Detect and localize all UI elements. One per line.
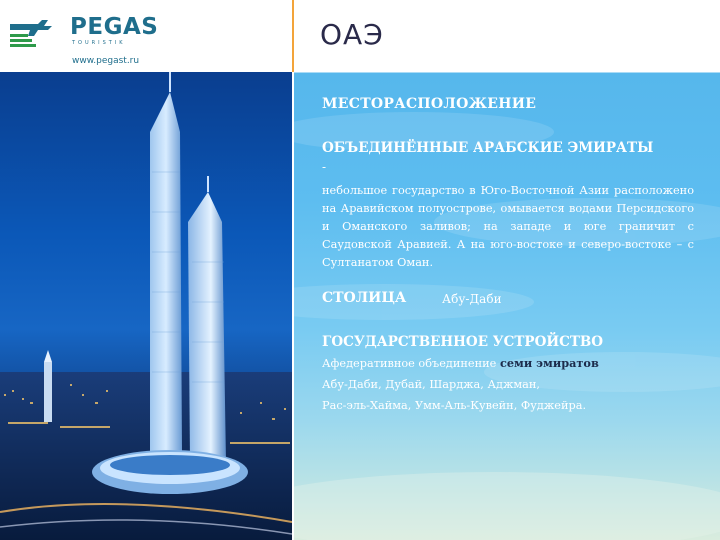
logo-tagline: TOURISTIK <box>72 40 126 46</box>
pegasus-logo-icon <box>8 16 64 50</box>
government-heading: ГОСУДАРСТВЕННОЕ УСТРОЙСТВО <box>322 334 604 350</box>
dash-separator: - <box>322 160 327 174</box>
country-description: небольшое государство в Юго-Восточной Азии расположено на Аравийском полуострове, омывается водами Персидского и Оманского заливов; на западе и юге граничит с Саудовской Аравией. А на юго-востоке и северо-востоке – с Султанатом Оман. <box>322 184 694 269</box>
logo-name: PEGAS <box>70 14 159 40</box>
logo-area <box>0 0 292 72</box>
slide-title: ОАЭ <box>320 18 384 51</box>
content-panel <box>294 0 720 540</box>
government-intro-line <box>322 356 599 370</box>
left-panel <box>0 0 292 540</box>
logo-url[interactable]: www.pegast.ru <box>72 56 140 66</box>
government-bold: семи эмиратов <box>499 356 599 370</box>
capital-label: СТОЛИЦА <box>322 290 407 306</box>
country-heading: ОБЪЕДИНЁННЫЕ АРАБСКИЕ ЭМИРАТЫ <box>322 140 654 156</box>
emirates-line-2: Рас-эль-Хайма, Умм-Аль-Кувейн, Фуджейра. <box>322 399 587 412</box>
government-intro: Афедеративное объединение <box>322 357 497 370</box>
capital-value: Абу-Даби <box>442 292 502 306</box>
emirates-line-1: Абу-Даби, Дубай, Шарджа, Аджман, <box>322 378 541 391</box>
dubai-towers-photo <box>0 72 292 540</box>
section-heading-location: МЕСТОРАСПОЛОЖЕНИЕ <box>322 96 537 112</box>
